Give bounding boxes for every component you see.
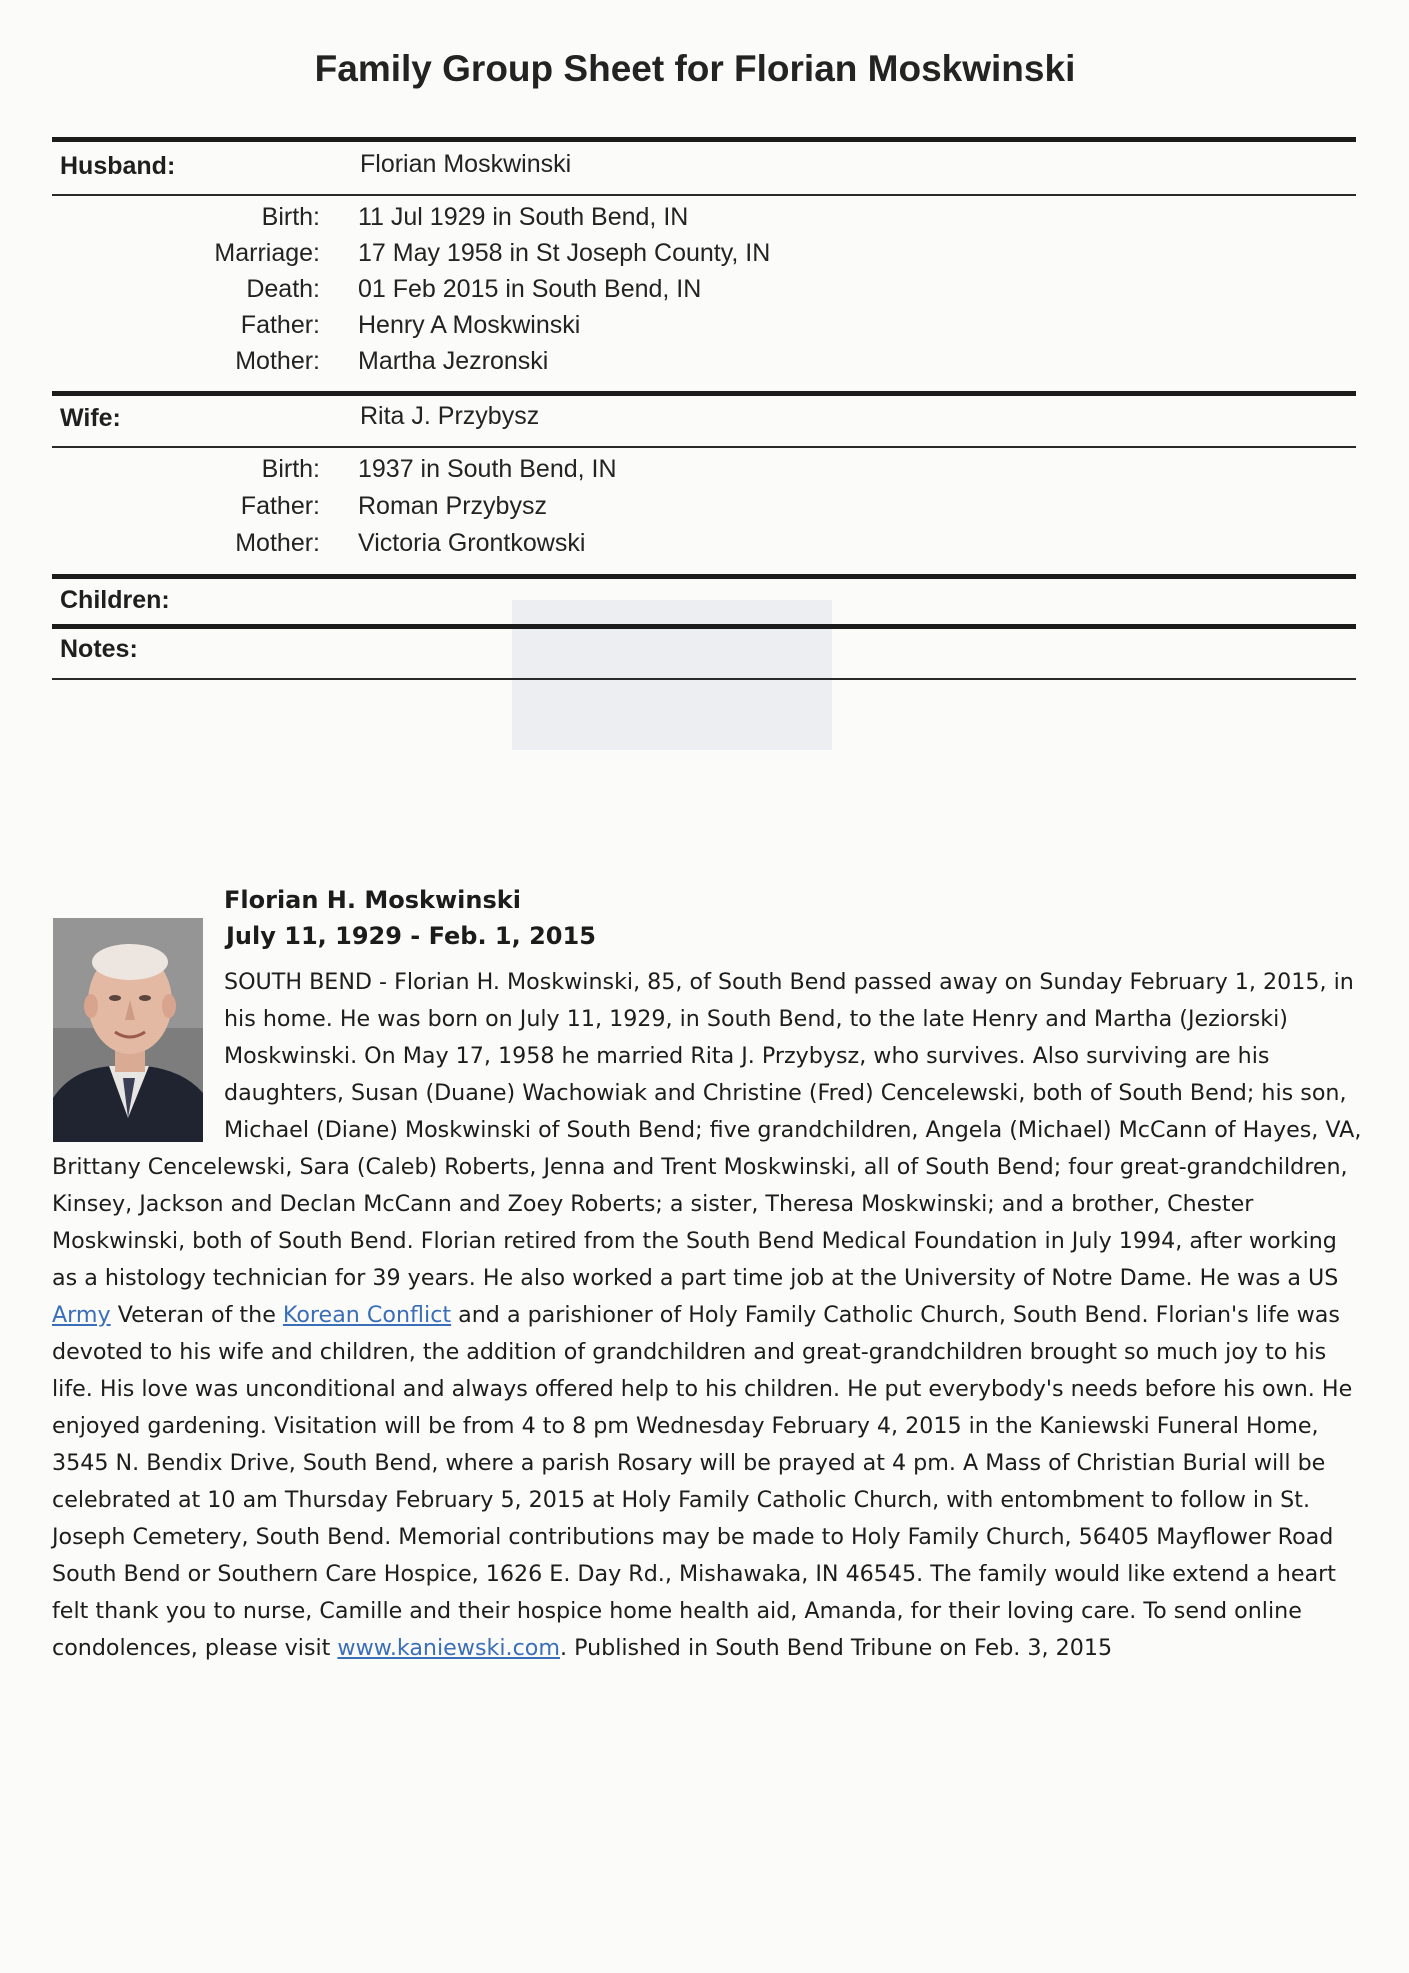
husband-name: Florian Moskwinski [360,150,572,178]
page-title: Family Group Sheet for Florian Moskwinski [314,48,1076,89]
fact-label: Marriage: [214,239,320,267]
wife-father [60,492,1350,526]
rule-wife-name [52,446,1356,448]
wife-label: Wife: [60,404,121,432]
kaniewski-website-link[interactable]: www.kaniewski.com [337,1635,560,1661]
obituary-text-4: . Published in South Bend Tribune on Feb. 3, 2015 [559,1635,1113,1661]
fact-label: Mother: [235,347,320,375]
husband-mother [60,347,1350,381]
fact-label: Death: [246,275,320,303]
rule-children-top [52,574,1356,579]
fact-value: Roman Przybysz [358,492,547,520]
korean-conflict-link[interactable]: Korean Conflict [282,1302,452,1328]
children-label: Children: [60,586,170,614]
husband-father [60,311,1350,345]
husband-birth [60,203,1350,237]
fact-value: Henry A Moskwinski [358,311,581,339]
fact-value: Victoria Grontkowski [358,529,586,557]
rule-wife-top [52,391,1356,396]
obituary-text-1: SOUTH BEND - Florian H. Moskwinski, 85, of South Bend passed away on Sunday February 1, 2015, in his home. He was born on July 11, 1929, in South Bend, to the late Henry and Martha (Jeziorski) Moskwinski. On May 17, 1958 he married Rita J. Przybysz, who survives. Also surviving are his daughters, Susan (Duane) Wachowiak and Christine (Fred) Cencelewski, both of South Bend; his son, Michael (Diane) Moskwinski of South Bend; five grandchildren, Angela (Michael) McCann of Hayes, VA, Brittany Cencelewski, Sara (Caleb) Roberts, Jenna and Trent Moskwinski, all of South Bend; four great-grandchildren, Kinsey, Jackson and Declan McCann and Zoey Roberts; a sister, Theresa Moskwinski; and a brother, Chester Moskwinski, both of South Bend. Florian retired from the South Bend Medical Foundation in July 1994, after working as a histology technician for 39 years. He also worked a part time job at the University of Notre Dame. He was a US [52,969,1362,1291]
bleed-through-shadow [512,600,832,750]
fact-label: Father: [240,492,320,520]
rule-husband-top [52,137,1356,142]
wife-mother [60,529,1350,563]
husband-marriage [60,239,1350,273]
notes-label: Notes: [60,635,138,663]
rule-notes-bottom [52,678,1356,680]
fact-value: 01 Feb 2015 in South Bend, IN [358,275,702,303]
fact-label: Father: [240,311,320,339]
rule-notes-top [52,624,1356,629]
obituary-name: Florian H. Moskwinski [224,886,521,914]
obituary-body [52,964,1362,1667]
fact-value: 11 Jul 1929 in South Bend, IN [358,203,689,231]
fact-label: Birth: [261,203,320,231]
husband-death [60,275,1350,309]
obituary-text-3: and a parishioner of Holy Family Catholic Church, South Bend. Florian's life was devoted to his wife and children, the addition of grandchildren and great-grandchildren brought so much joy to his life. His love was unconditional and always offered help to his children. He put everybody's needs before his own. He enjoyed gardening. Visitation will be from 4 to 8 pm Wednesday February 4, 2015 in the Kaniewski Funeral Home, 3545 N. Bendix Drive, South Bend, where a parish Rosary will be prayed at 4 pm. A Mass of Christian Burial will be celebrated at 10 am Thursday February 5, 2015 at Holy Family Catholic Church, with entombment to follow in St. Joseph Cemetery, South Bend. Memorial contributions may be made to Holy Family Church, 56405 Mayflower Road South Bend or Southern Care Hospice, 1626 E. Day Rd., Mishawaka, IN 46545. The family would like extend a heart felt thank you to nurse, Camille and their hospice home health aid, Amanda, for their loving care. To send online condolences, please visit [52,1302,1353,1661]
fact-label: Birth: [261,455,320,483]
obituary-text-2: Veteran of the [110,1302,283,1328]
rule-husband-name [52,194,1356,196]
wife-name: Rita J. Przybysz [360,402,540,430]
fact-value: 1937 in South Bend, IN [358,455,617,483]
fact-label: Mother: [235,529,320,557]
husband-label: Husband: [60,152,176,180]
obituary-dates: July 11, 1929 - Feb. 1, 2015 [226,922,596,950]
wife-birth [60,455,1350,489]
fact-value: Martha Jezronski [358,347,549,375]
army-link[interactable]: Army [52,1302,111,1328]
fact-value: 17 May 1958 in St Joseph County, IN [358,239,771,267]
photo-wrap-spacer [52,964,224,1144]
